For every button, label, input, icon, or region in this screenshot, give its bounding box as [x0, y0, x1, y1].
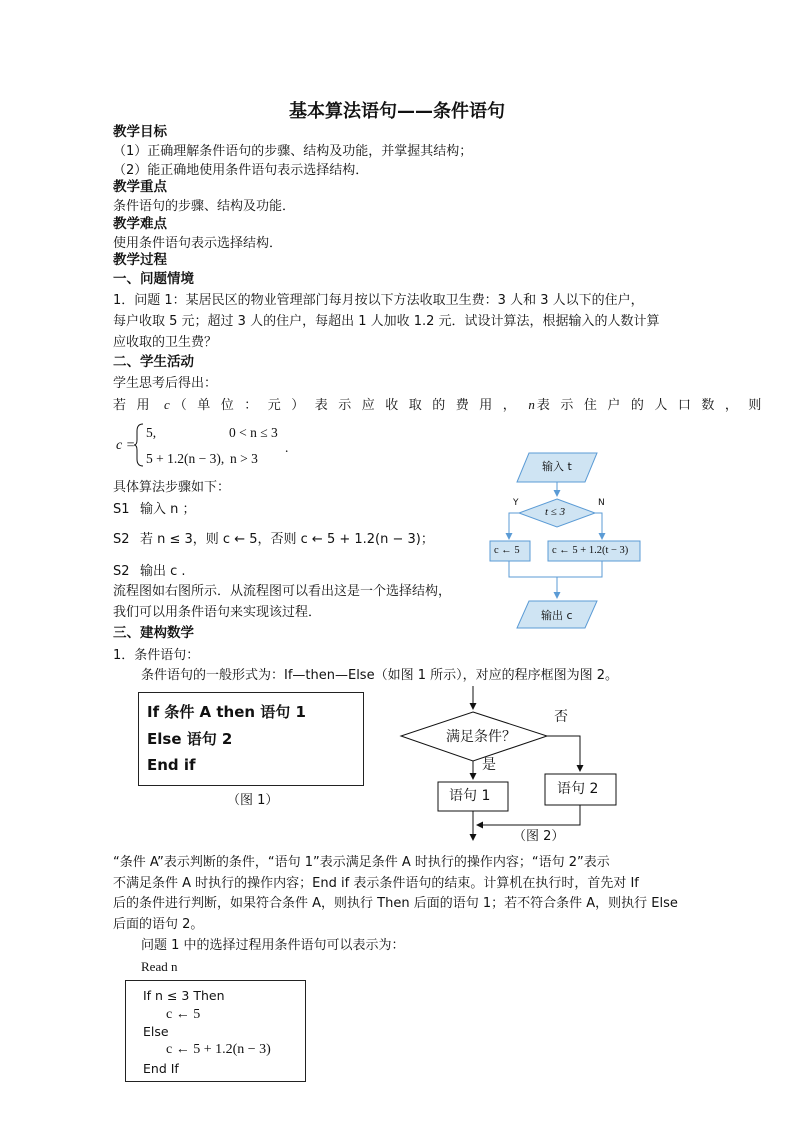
step-text: 输入 n ；: [140, 502, 196, 517]
step-label: S2: [113, 532, 130, 547]
problem-line: 应收取的卫生费？: [113, 335, 218, 350]
variable-definition-line: [113, 398, 772, 412]
code-line: Else 语句 2: [147, 730, 233, 748]
key-points-text: 条件语句的步骤、结构及功能．: [113, 199, 296, 214]
flow1-input-label: 输入 t: [542, 460, 572, 473]
var-n: n: [528, 397, 535, 412]
flow1-yes-label: Y: [513, 498, 519, 508]
flow1-no-label: N: [598, 498, 605, 508]
case2-condition: n > 3: [230, 451, 258, 466]
figure-2-caption: （图 2）: [513, 829, 565, 844]
code-line: End if: [147, 756, 196, 774]
process-heading: 教学过程: [113, 252, 167, 268]
code-figure-2: [125, 980, 306, 1082]
section2-heading: 二、学生活动: [113, 354, 194, 370]
flowchart-1: [487, 450, 647, 630]
flow1-left-label: c ← 5: [494, 545, 520, 556]
flow2-condition-label: 满足条件？: [446, 729, 516, 745]
case2-value: 5 + 1.2(n − 3),: [146, 451, 225, 466]
key-points-heading: 教学重点: [113, 179, 167, 195]
section1-heading: 一、问题情境: [113, 271, 194, 287]
flow2-statement-1: 语句 1: [449, 788, 491, 804]
flowchart-2: [398, 684, 623, 844]
section3-heading: 三、建构数学: [113, 625, 194, 641]
explanation-line: 后面的语句 2。: [113, 917, 204, 932]
code-line: c ← 5: [166, 1007, 201, 1022]
problem-reference-line: 问题 1 中的选择过程用条件语句可以表示为：: [141, 938, 405, 953]
step-text: 若 n ≤ 3，则 c ← 5，否则 c ← 5 + 1.2(n − 3)；: [140, 532, 434, 547]
explanation-line: 后的条件进行判断，如果符合条件 A，则执行 Then 后面的语句 1；若不符合条件 A，则执行 Else: [113, 896, 678, 911]
difficulties-heading: 教学难点: [113, 216, 167, 232]
code-line: If 条件 A then 语句 1: [147, 703, 306, 721]
code-line: Else: [143, 1024, 169, 1039]
flow-description: 我们可以用条件语句来实现该过程．: [113, 605, 322, 620]
code-line: c ← 5 + 1.2(n − 3): [166, 1042, 271, 1057]
steps-intro: 具体算法步骤如下：: [113, 480, 231, 495]
code-line: End If: [143, 1061, 179, 1076]
problem-line: 1．问题 1：某居民区的物业管理部门每月按以下方法收取卫生费：3 人和 3 人以下的住户，: [113, 293, 644, 308]
flow-merge-line: [509, 561, 602, 577]
text-fragment: （单位：元）表示应收取的费用，: [173, 398, 527, 413]
difficulties-text: 使用条件语句表示选择结构．: [113, 236, 283, 251]
flow-arrow: [509, 513, 519, 539]
goal-item: （1）正确理解条件语句的步骤、结构及功能，并掌握其结构；: [113, 144, 473, 159]
flow-description: 流程图如右图所示．从流程图可以看出这是一个选择结构，: [113, 584, 452, 599]
page-title: 基本算法语句——条件语句: [289, 101, 505, 122]
flow2-no-label: 否: [554, 709, 568, 725]
explanation-line: 不满足条件 A 时执行的操作内容；End if 表示条件语句的结束。计算机在执行时，首先对 If: [113, 876, 639, 891]
flow-arrow: [595, 513, 602, 539]
step-label: S2: [113, 564, 130, 579]
flow-arrow: [547, 736, 580, 771]
explanation-line: “条件 A”表示判断的条件，“语句 1”表示满足条件 A 时执行的操作内容；“语句 2”表示: [113, 855, 610, 870]
flow2-statement-2: 语句 2: [557, 781, 599, 797]
case1-condition: 0 < n ≤ 3: [229, 425, 278, 440]
formula-end: .: [285, 440, 289, 455]
flow2-yes-label: 是: [482, 757, 496, 773]
code-figure-1: [138, 692, 364, 786]
case1-value: 5,: [146, 425, 157, 440]
var-c: c: [164, 397, 170, 412]
flow1-output-label: 输出 c: [541, 609, 573, 622]
text-fragment: 表示住户的人口数，则: [536, 398, 772, 413]
figure-1-caption: （图 1）: [227, 793, 279, 808]
problem-line: 每户收取 5 元；超过 3 人的住户，每超出 1 人加收 1.2 元．试设计算法，根据输入的人数计算: [113, 314, 660, 329]
code-line: If n ≤ 3 Then: [143, 988, 225, 1003]
brace-icon: [133, 423, 145, 467]
goal-item: （2）能正确地使用条件语句表示选择结构．: [113, 163, 369, 178]
read-statement: Read n: [141, 959, 178, 974]
student-line: 学生思考后得出：: [113, 376, 218, 391]
flow1-condition-label: t ≤ 3: [545, 506, 566, 518]
formula-lhs: c =: [116, 438, 136, 453]
goals-heading: 教学目标: [113, 124, 167, 140]
step-label: S1: [113, 502, 130, 517]
item-label: 1．条件语句：: [113, 648, 200, 663]
general-form-line: 条件语句的一般形式为：If—then—Else（如图 1 所示），对应的程序框图为图 2。: [141, 668, 619, 683]
step-text: 输出 c .: [140, 564, 186, 579]
flow1-right-label: c ← 5 + 1.2(t − 3): [552, 545, 629, 556]
text-fragment: 若用: [113, 398, 161, 413]
